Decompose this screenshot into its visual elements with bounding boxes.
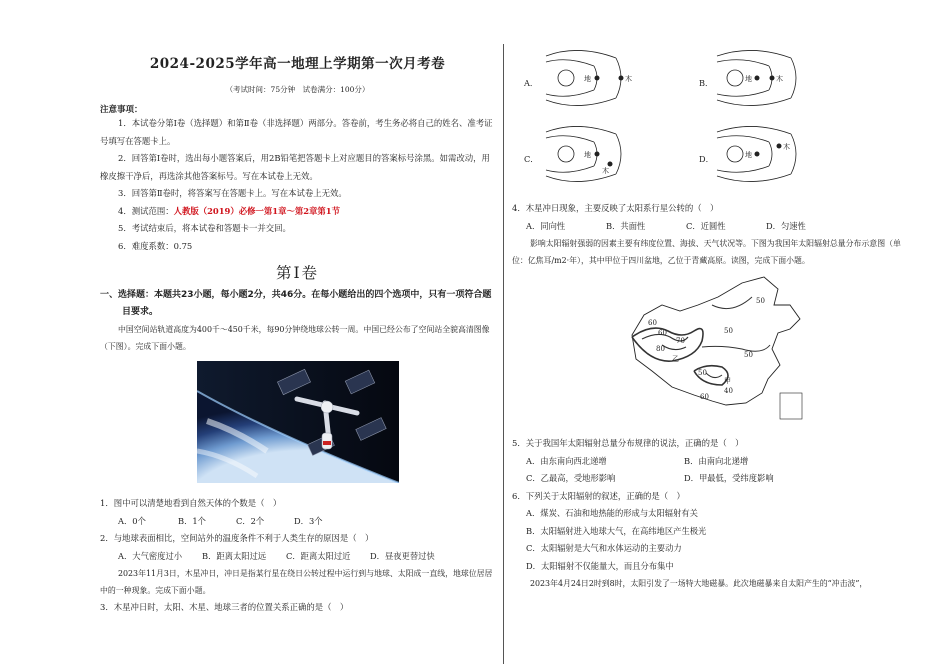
right-column	[512, 48, 912, 592]
test-scope: 人教版（2019）必修一第1章～第2章第1节	[173, 205, 340, 216]
q2-option-a[interactable]: A．大气密度过小	[118, 550, 183, 561]
question-6-stem: 6．下列关于太阳辐射的叙述，正确的是（ ）	[512, 490, 685, 501]
notice-item-2: 2．回答第Ⅰ卷时，选出每小题答案后，用2B铅笔把答题卡上对应题目的答案标号涂黑。如需改动，用橡皮擦干净后，再选涂其他答案标号。写在本试卷上无效。	[100, 153, 490, 181]
orbit-b-jupiter-label: 木	[776, 75, 783, 83]
q4-option-c[interactable]: C．近圆性	[686, 220, 726, 231]
map-label-50-east: 50	[744, 351, 753, 359]
orbit-c-jupiter-label: 木	[602, 167, 609, 175]
map-label-50-north: 50	[756, 297, 765, 305]
section-heading-line2: 目要求。	[122, 307, 159, 317]
map-label-50-south: 50	[698, 369, 707, 377]
q6-option-d[interactable]: D．太阳辐射不仅能量大，而且分布集中	[526, 560, 674, 571]
question-2-options	[100, 548, 495, 566]
q6-option-b[interactable]: B．太阳辐射进入地球大气，在高纬地区产生极光	[526, 525, 707, 536]
intro-geomagnetic-storm: 2023年4月24日2时到8时，太阳引发了一场特大地磁暴。此次地磁暴来自太阳产生的“冲击波”，	[530, 579, 868, 588]
exam-title: 2024-2025学年高一地理上学期第一次月考卷	[149, 56, 446, 72]
intro-solar-radiation: 影响太阳辐射强弱的因素主要有纬度位置、海拔、天气状况等。下图为我国年太阳辐射总量分布示意图（单位：亿焦耳/m2·年），其中甲位于四川盆地，乙位于青藏高原。读图，完成下面小题。	[512, 239, 901, 265]
orbit-option-c[interactable]	[512, 124, 687, 192]
question-4-stem: 4．木星冲日现象，主要反映了太阳系行星公转的（ ）	[512, 203, 719, 213]
orbit-option-d-label: D．	[699, 154, 714, 164]
section-heading-line1: 一、选择题：本题共23小题，每小题2分，共46分。在每小题给出的四个选项中，只有一项符合题	[100, 290, 492, 300]
q1-option-a[interactable]: A．0个	[118, 515, 146, 526]
q4-option-d[interactable]: D．匀速性	[766, 220, 806, 231]
orbit-diagram-d	[713, 124, 833, 184]
q1-option-b[interactable]: B．1个	[178, 515, 206, 526]
q2-option-c[interactable]: C．距离太阳过近	[286, 550, 351, 561]
orbit-d-jupiter-label: 木	[783, 143, 790, 151]
intro-jupiter: 2023年11月3日，木星冲日，冲日是指某行星在绕日公转过程中运行到与地球、太阳成一直线，地球位居居中的一种现象。完成下面小题。	[100, 569, 493, 595]
orbit-diagram-b	[713, 48, 833, 108]
orbit-row-1	[512, 48, 912, 116]
question-1-options	[100, 513, 495, 531]
q5-option-a[interactable]: A．由东南向西北递增	[526, 455, 607, 466]
exam-meta: （考试时间：75分钟 试卷满分：100分）	[225, 85, 370, 94]
orbit-d-earth-label: 地	[745, 151, 752, 159]
volume-title: 第Ⅰ卷	[275, 264, 320, 282]
question-5-stem: 5．关于我国年太阳辐射总量分布规律的说法，正确的是（ ）	[512, 438, 744, 448]
notice-item-4	[100, 203, 495, 221]
map-label-yi: 乙	[672, 355, 679, 363]
orbit-c-earth-label: 地	[584, 151, 591, 159]
map-label-70: 70	[676, 337, 685, 345]
q1-option-d[interactable]: D．3个	[294, 515, 323, 526]
orbit-a-earth-label: 地	[584, 75, 591, 83]
orbit-row-2	[512, 124, 912, 192]
question-3-stem: 3．木星冲日时，太阳、木星、地球三者的位置关系正确的是（ ）	[100, 602, 349, 612]
q5-option-b[interactable]: B．由南向北递增	[684, 455, 749, 466]
q6-option-a[interactable]: A．煤炭、石油和地热能的形成与太阳辐射有关	[526, 508, 698, 518]
notice-item-1: 1．本试卷分第Ⅰ卷（选择题）和第Ⅱ卷（非选择题）两部分。答卷前，考生务必将自己的姓名、准考证号填写在答题卡上。	[100, 118, 493, 146]
map-label-60-south: 60	[700, 393, 709, 401]
q2-option-b[interactable]: B．距离太阳过远	[202, 550, 267, 561]
q1-option-c[interactable]: C．2个	[236, 515, 265, 526]
orbit-diagram-c	[538, 124, 658, 184]
space-station-photo	[197, 361, 399, 483]
q4-option-b[interactable]: B．共面性	[606, 220, 646, 231]
map-label-jia: 甲	[724, 377, 731, 385]
map-label-80: 80	[656, 345, 665, 353]
notice-item-5: 5．考试结束后，将本试卷和答题卡一并交回。	[118, 223, 291, 233]
question-1-stem: 1．图中可以清楚地看到自然天体的个数是（ ）	[100, 498, 282, 508]
map-label-40: 40	[724, 387, 733, 395]
notice-item-4-prefix: 4．测试范围：	[118, 205, 174, 216]
column-divider	[503, 44, 504, 664]
notice-item-6: 6．难度系数：0.75	[118, 240, 193, 251]
q5-option-c[interactable]: C．乙最高，受地形影响	[526, 473, 616, 483]
orbit-option-b-label: B．	[699, 78, 714, 88]
q6-option-c[interactable]: C．太阳辐射是大气和水体运动的主要动力	[526, 543, 682, 553]
notice-heading: 注意事项：	[100, 105, 143, 115]
orbit-option-a-label: A．	[524, 78, 539, 88]
intro-space-station: 中国空间站轨道高度为400千～450千米，每90分钟绕地球公转一周。中国已经公布了空间站全貌高清图像（下图）。完成下面小题。	[100, 325, 490, 351]
orbit-option-d[interactable]	[687, 124, 862, 192]
orbit-a-jupiter-label: 木	[625, 75, 632, 83]
map-label-50-center: 50	[724, 327, 733, 335]
orbit-option-c-label: C．	[524, 154, 539, 164]
question-4-options	[512, 218, 912, 236]
orbit-option-b[interactable]	[687, 48, 862, 116]
notice-item-3: 3．回答第Ⅱ卷时，将答案写在答题卡上。写在本试卷上无效。	[118, 188, 347, 198]
q2-option-d[interactable]: D．昼夜更替过快	[370, 550, 435, 561]
map-label-60-west: 60	[648, 319, 657, 327]
china-solar-radiation-map	[602, 275, 812, 425]
question-2-stem: 2．与地球表面相比，空间站外的温度条件不利于人类生存的原因是（ ）	[100, 533, 374, 543]
section-heading	[100, 287, 495, 321]
q5-option-d[interactable]: D．甲最低，受纬度影响	[684, 473, 774, 483]
question-5-options-row1	[512, 453, 912, 471]
orbit-diagram-a	[538, 48, 658, 108]
q4-option-a[interactable]: A．同向性	[526, 220, 566, 231]
orbit-b-earth-label: 地	[745, 75, 752, 83]
left-column	[100, 48, 495, 617]
orbit-option-a[interactable]	[512, 48, 687, 116]
question-5-options-row2	[512, 470, 912, 488]
map-label-60-inner: 60	[658, 329, 667, 337]
